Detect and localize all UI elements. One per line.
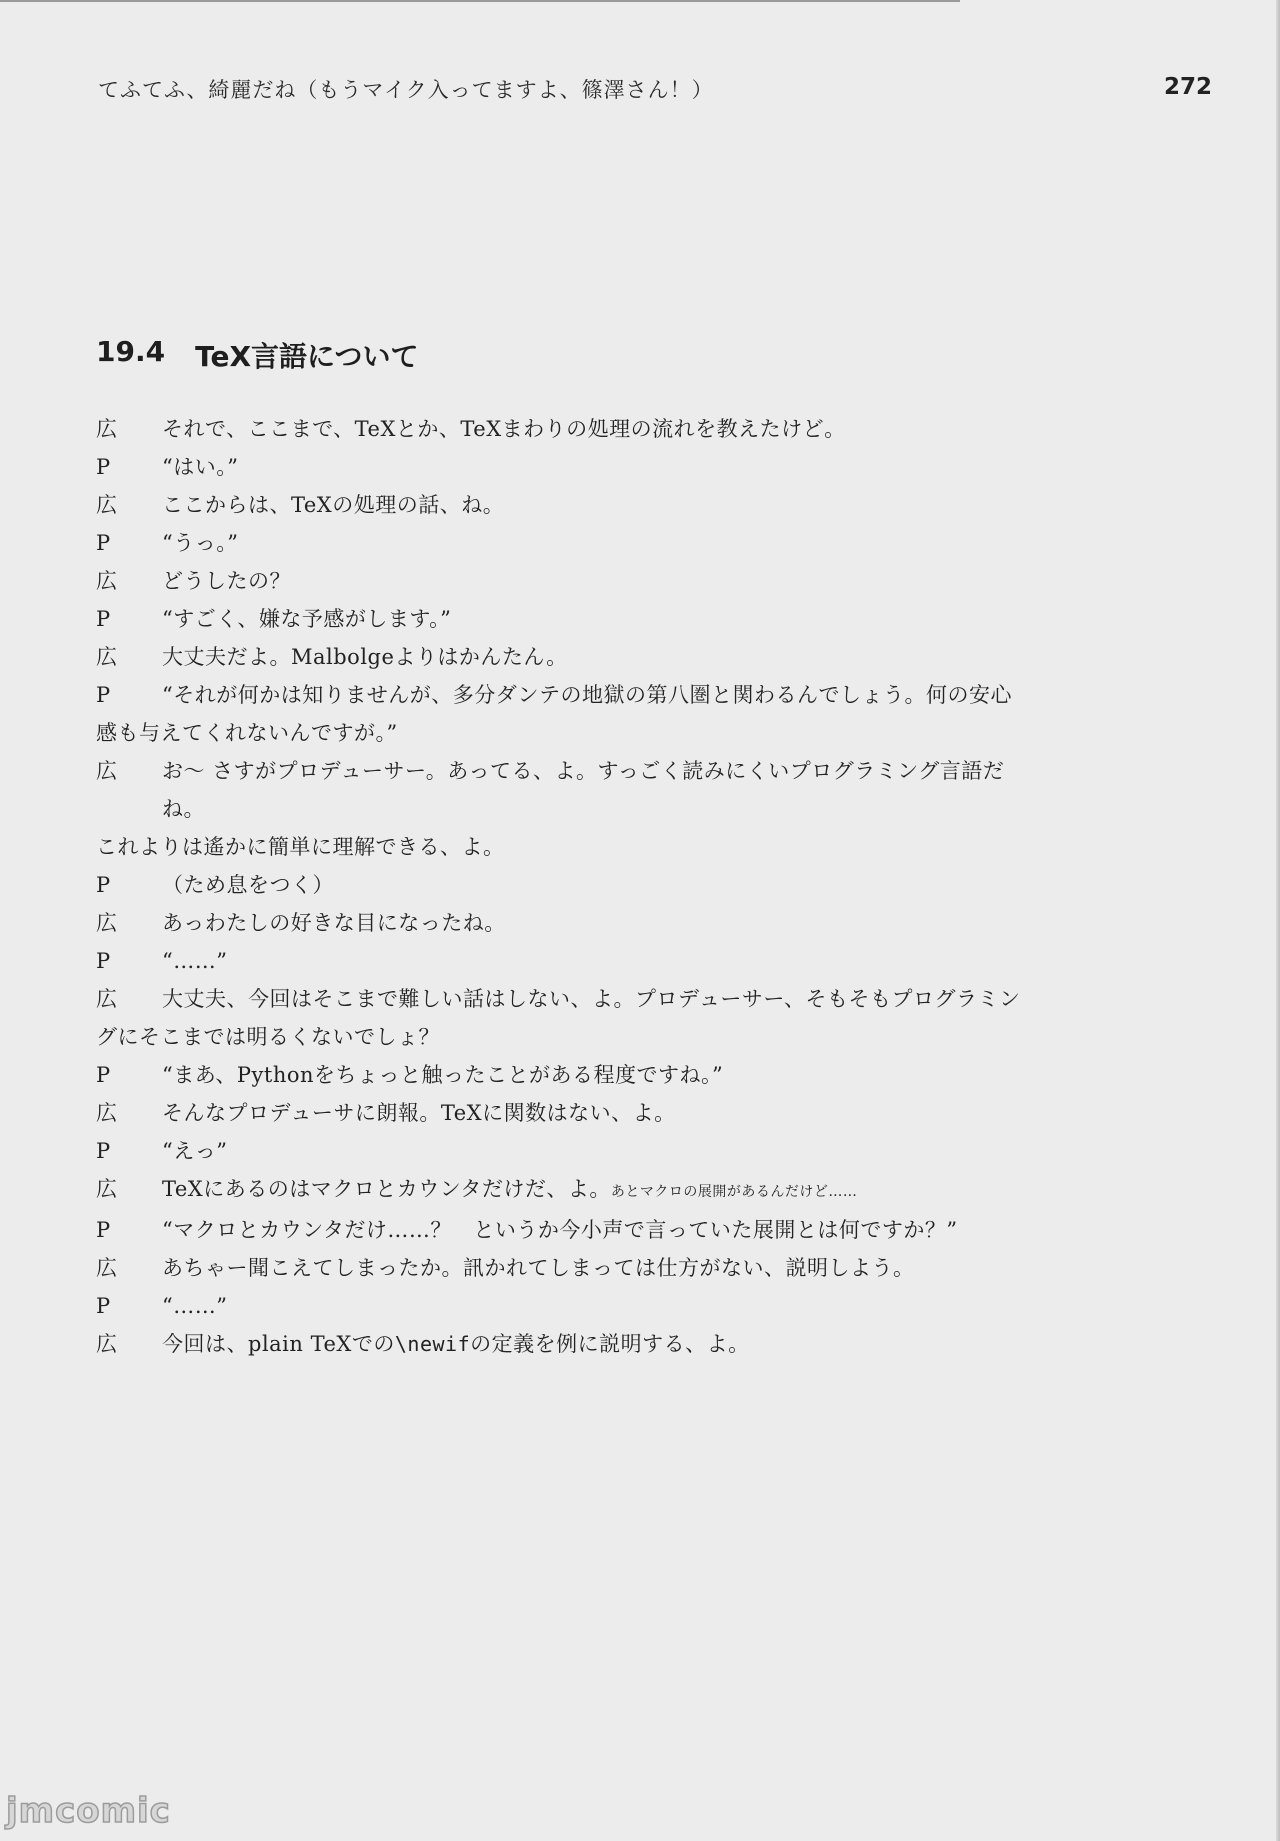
page-right-edge bbox=[1276, 0, 1280, 1841]
speech-text: “マクロとカウンタだけ……？ というか今小声で言っていた展開とは何ですか？” bbox=[162, 1218, 958, 1242]
dialogue-line bbox=[96, 1287, 1026, 1325]
speaker-label: P bbox=[96, 531, 111, 555]
speaker-label: P bbox=[96, 949, 111, 973]
dialogue-line bbox=[96, 676, 1026, 752]
speech-text: どうしたの？ bbox=[162, 569, 291, 593]
speech-text: “うっ。” bbox=[162, 531, 239, 555]
speech-text: “それが何かは知りませんが、多分ダンテの地獄の第八圏と関わるんでしょう。何の安心 bbox=[162, 683, 1012, 707]
speech-after-code: の定義を例に説明する、よ。 bbox=[470, 1332, 750, 1356]
speaker-label: 広 bbox=[96, 1256, 118, 1280]
dialogue-line bbox=[96, 562, 1026, 600]
speaker-label: P bbox=[96, 873, 111, 897]
speaker-label: 広 bbox=[96, 645, 118, 669]
speaker-label: 広 bbox=[96, 759, 118, 783]
speaker-label: P bbox=[96, 1218, 111, 1242]
speaker-label: 広 bbox=[96, 569, 118, 593]
dialogue-line bbox=[96, 638, 1026, 676]
dialogue-line bbox=[96, 410, 1026, 448]
section-heading bbox=[96, 335, 419, 375]
speech-text: お〜 さすがプロデューサー。あってる、よ。すっごく読みにくいプログラミング言語だね。 bbox=[162, 759, 1005, 821]
section-title: TeX言語について bbox=[195, 340, 419, 373]
speech-text-with-code bbox=[162, 1325, 1026, 1363]
speech-continuation: 感も与えてくれないんですが。” bbox=[96, 721, 398, 745]
dialogue-line bbox=[96, 1249, 1026, 1287]
speaker-label: P bbox=[96, 1063, 111, 1087]
dialogue-line bbox=[96, 980, 1026, 1056]
speech-main: TeXにあるのはマクロとカウンタだけだ、よ。 bbox=[162, 1177, 611, 1201]
dialogue-line bbox=[96, 866, 1026, 904]
watermark-logo: jmcomic bbox=[6, 1791, 171, 1831]
speech-text-with-aside bbox=[162, 1170, 1026, 1211]
dialogue-line bbox=[96, 600, 1026, 638]
speaker-label: 広 bbox=[96, 1101, 118, 1125]
dialogue-line bbox=[96, 1094, 1026, 1132]
speaker-label: 広 bbox=[96, 493, 118, 517]
code-snippet: \newif bbox=[394, 1332, 471, 1356]
speech-text: ここからは、TeXの処理の話、ね。 bbox=[162, 493, 505, 517]
speech-main: 今回は、plain TeXでの bbox=[162, 1332, 395, 1356]
dialogue-line bbox=[96, 1132, 1026, 1170]
speech-text: “……” bbox=[162, 949, 228, 973]
speaker-label: 広 bbox=[96, 987, 118, 1011]
speech-continuation: グにそこまでは明るくないでしょ？ bbox=[96, 1025, 440, 1049]
speech-text: “えっ” bbox=[162, 1139, 228, 1163]
page-number: 272 bbox=[1163, 74, 1212, 100]
speech-text: あちゃー聞こえてしまったか。訊かれてしまっては仕方がない、説明しよう。 bbox=[162, 1256, 915, 1280]
section-number: 19.4 bbox=[96, 335, 166, 368]
dialogue-line bbox=[96, 1170, 1026, 1211]
speech-text: “はい。” bbox=[162, 455, 239, 479]
dialogue-line bbox=[96, 942, 1026, 980]
speaker-label: P bbox=[96, 607, 111, 631]
running-header: てふてふ、綺麗だね（もうマイク入ってますよ、篠澤さん！） bbox=[98, 78, 714, 102]
speaker-label: P bbox=[96, 1139, 111, 1163]
speech-text: 大丈夫、今回はそこまで難しい話はしない、よ。プロデューサー、そもそもプログラミン bbox=[162, 987, 1021, 1011]
speaker-label: P bbox=[96, 1294, 111, 1318]
dialogue-line bbox=[96, 1056, 1026, 1094]
speech-text: 大丈夫だよ。Malbolgeよりはかんたん。 bbox=[162, 645, 568, 669]
dialogue-line bbox=[96, 1325, 1026, 1363]
dialogue-line bbox=[96, 752, 1026, 866]
dialogue-line bbox=[96, 448, 1026, 486]
speaker-label: 広 bbox=[96, 911, 118, 935]
whispered-aside: あとマクロの展開があるんだけど…… bbox=[610, 1184, 858, 1200]
speech-text: それで、ここまで、TeXとか、TeXまわりの処理の流れを教えたけど。 bbox=[162, 417, 846, 441]
speech-text: “……” bbox=[162, 1294, 228, 1318]
speech-continuation: これよりは遙かに簡単に理解できる、よ。 bbox=[96, 835, 505, 859]
speaker-label: P bbox=[96, 683, 111, 707]
speech-text: そんなプロデューサに朗報。TeXに関数はない、よ。 bbox=[162, 1101, 676, 1125]
speech-text: “まあ、Pythonをちょっと触ったことがある程度ですね。” bbox=[162, 1063, 724, 1087]
speaker-label: P bbox=[96, 455, 111, 479]
dialogue-line bbox=[96, 1211, 1026, 1249]
dialogue bbox=[96, 410, 1026, 1363]
dialogue-line bbox=[96, 904, 1026, 942]
speech-text: あっわたしの好きな目になったね。 bbox=[162, 911, 506, 935]
page-top-edge bbox=[0, 0, 960, 2]
speaker-label: 広 bbox=[96, 1177, 118, 1201]
dialogue-line bbox=[96, 524, 1026, 562]
dialogue-line bbox=[96, 486, 1026, 524]
speaker-label: 広 bbox=[96, 1332, 118, 1356]
speech-text: “すごく、嫌な予感がします。” bbox=[162, 607, 452, 631]
speech-text: （ため息をつく） bbox=[162, 873, 334, 897]
speaker-label: 広 bbox=[96, 417, 118, 441]
